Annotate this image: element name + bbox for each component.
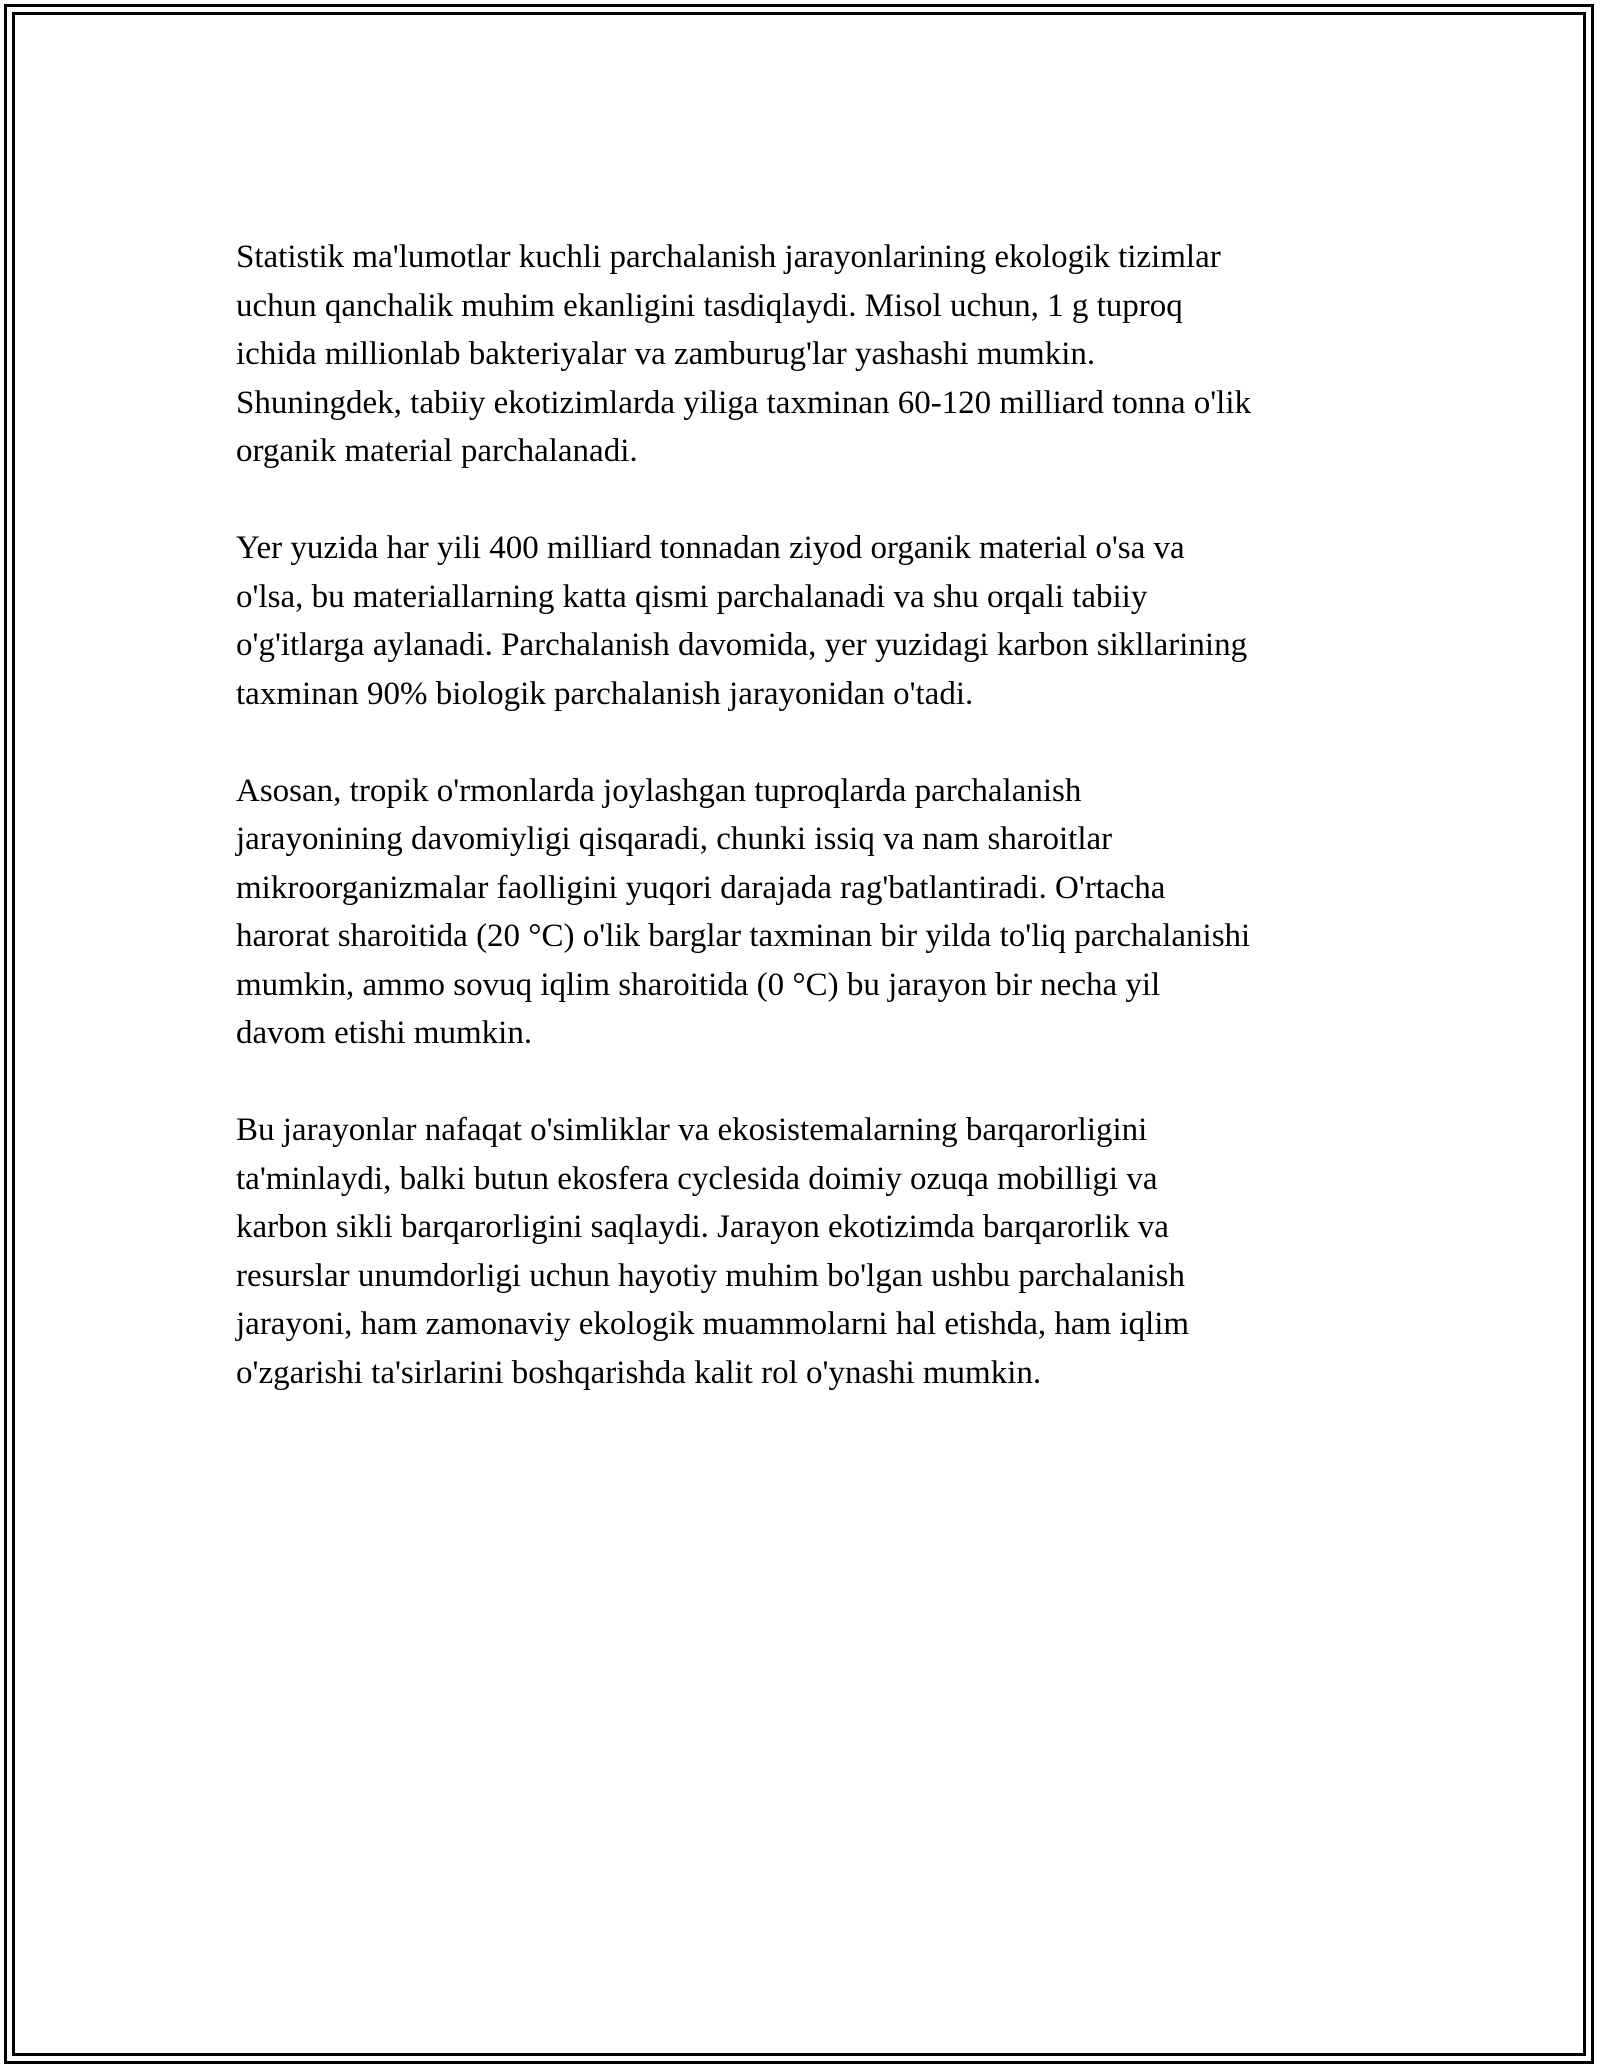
document-body xyxy=(236,233,1376,1446)
paragraph-organic-material: Yer yuzida har yili 400 milliard tonnadan ziyod organik material o'sa va o'lsa, bu materiallarning katta qismi parchalanadi va shu orqali tabiiy o'g'itlarga aylanadi. Parchalanish davomida, yer yuzidagi karbon sikllarining taxminan 90% biologik parchalanish jarayonidan o'tadi. xyxy=(236,530,1248,712)
paragraph-ecosystem-stability: Bu jarayonlar nafaqat o'simliklar va ekosistemalarning barqarorligini ta'minlaydi, balki butun ekosfera cyclesida doimiy ozuqa mobilligi va karbon sikli barqarorligini saqlaydi. Jarayon ekotizimda barqarorlik va resurslar unumdorligi uchun hayotiy muhim bo'lgan ushbu parchalanish jarayoni, ham zamonaviy ekologik muammolarni hal etishda, ham iqlim o'zgarishi ta'sirlarini boshqarishda kalit rol o'ynashi mumkin. xyxy=(236,1112,1190,1391)
paragraph-tropical-forests: Asosan, tropik o'rmonlarda joylashgan tuproqlarda parchalanish jarayonining davomiyligi qisqaradi, chunki issiq va nam sharoitlar mikroorganizmalar faolligini yuqori darajada rag'batlantiradi. O'rtacha harorat sharoitida (20 °C) o'lik barglar taxminan bir yilda to'liq parchalanishi mumkin, ammo sovuq iqlim sharoitida (0 °C) bu jarayon bir necha yil davom etishi mumkin. xyxy=(236,772,1251,1051)
paragraph-statistics: Statistik ma'lumotlar kuchli parchalanish jarayonlarining ekologik tizimlar uchun qanchalik muhim ekanligini tasdiqlaydi. Misol uchun, 1 g tuproq ichida millionlab bakteriyalar va zamburug'lar yashashi mumkin. Shuningdek, tabiiy ekotizimlarda yiliga taxminan 60-120 milliard tonna o'lik organik material parchalanadi. xyxy=(236,239,1252,469)
